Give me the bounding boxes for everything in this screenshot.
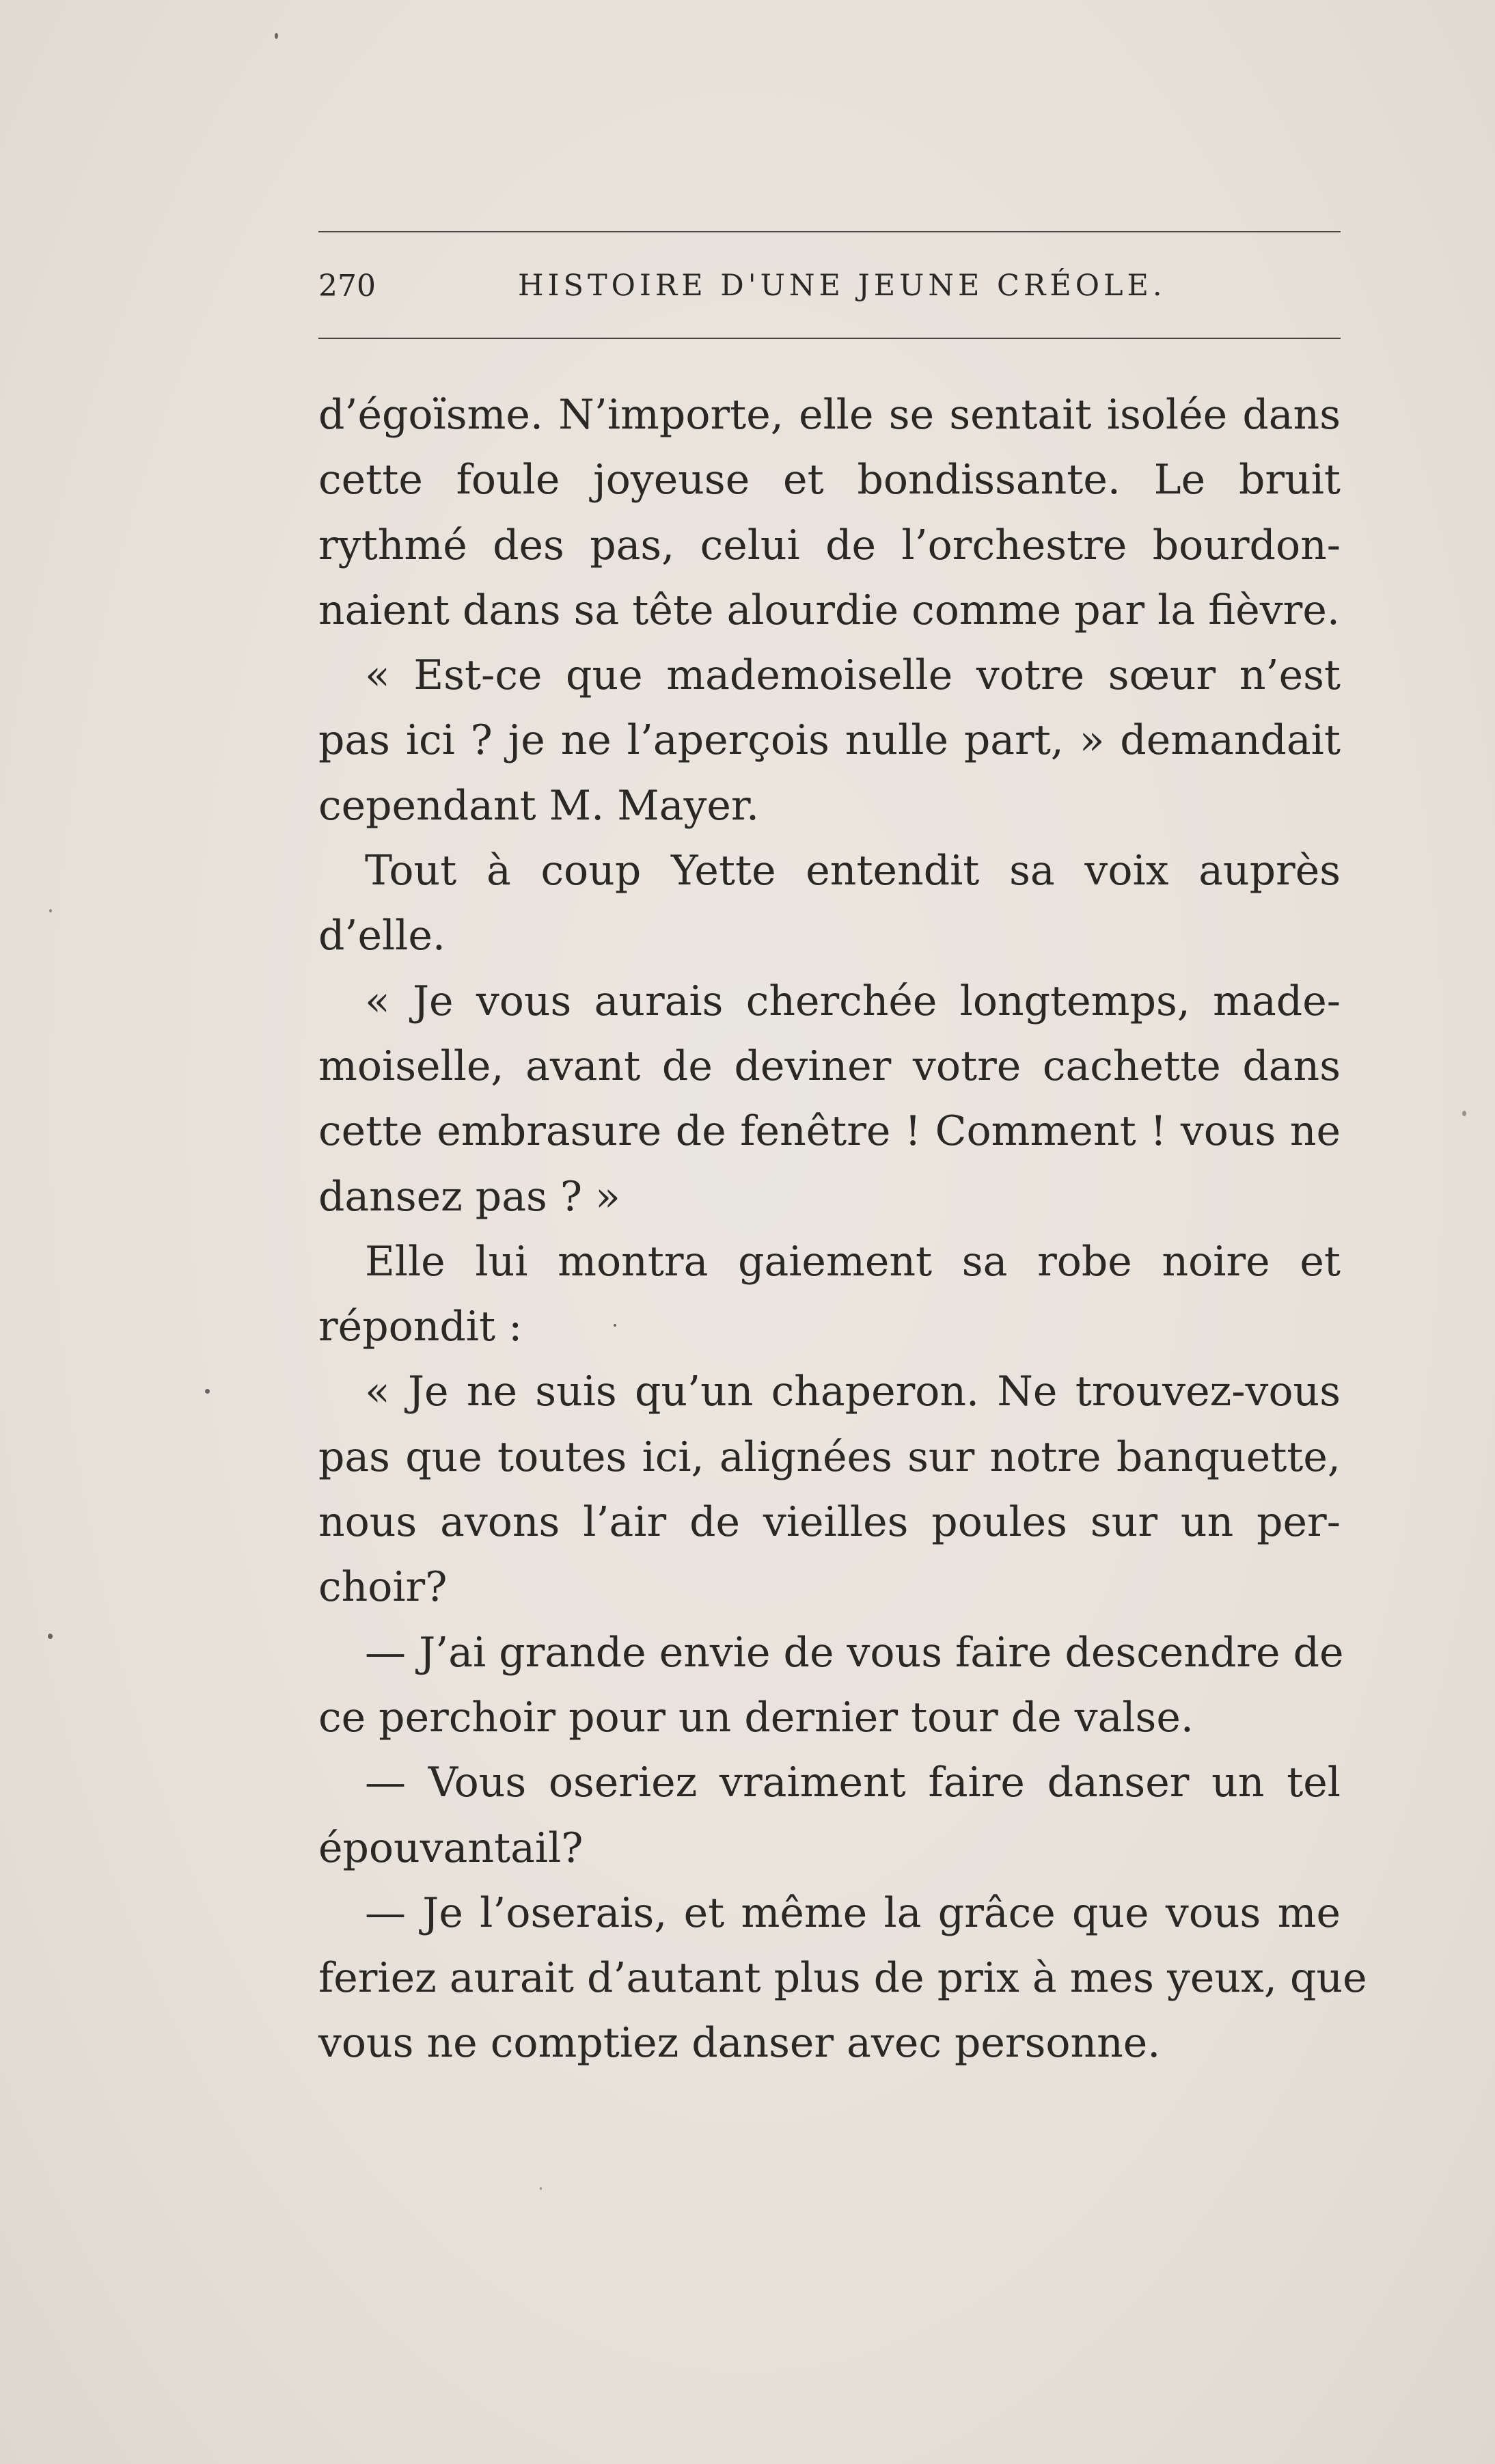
text-line: — Je l’oserais, et même la grâce que vous me: [365, 1888, 1341, 1937]
text-line: pas ici ? je ne l’aperçois nulle part, » demandait: [318, 716, 1341, 765]
text-line: feriez aurait d’autant plus de prix à mes yeux, que: [318, 1954, 1367, 2003]
text-line: cette foule joyeuse et bondissante. Le bruit: [318, 456, 1341, 504]
text-line: Tout à coup Yette entendit sa voix auprès: [365, 847, 1341, 895]
text-line: « Est-ce que mademoiselle votre sœur n’est: [365, 651, 1341, 700]
running-header: [318, 269, 1341, 316]
text-line: — Vous oseriez vraiment faire danser un tel: [365, 1759, 1341, 1807]
text-line: naient dans sa tête alourdie comme par la fièvre.: [318, 586, 1340, 634]
text-line: d’égoïsme. N’importe, elle se sentait isolée dans: [318, 391, 1341, 439]
text-line: cette embrasure de fenêtre ! Comment ! vous ne: [318, 1107, 1341, 1156]
body-text: [318, 383, 1367, 2076]
header-top-rule: [318, 231, 1341, 232]
text-line: nous avons l’air de vieilles poules sur un per-: [318, 1498, 1341, 1547]
text-line: répondit :: [318, 1303, 523, 1351]
text-line: « Je vous aurais cherchée longtemps, made-: [365, 977, 1341, 1025]
text-line: cependant M. Mayer.: [318, 781, 760, 830]
text-line: pas que toutes ici, alignées sur notre banquette,: [318, 1433, 1341, 1481]
header-bottom-rule: [318, 338, 1341, 339]
text-line: vous ne comptiez danser avec personne.: [318, 2019, 1161, 2068]
page-number: 270: [318, 269, 376, 303]
text-line: dansez pas ? »: [318, 1172, 620, 1221]
text-line: Elle lui montra gaiement sa robe noire et: [365, 1237, 1341, 1286]
text-line: rythmé des pas, celui de l’orchestre bourdon-: [318, 521, 1341, 569]
text-line: — J’ai grande envie de vous faire descendre de: [365, 1628, 1344, 1677]
text-line: d’elle.: [318, 912, 445, 960]
text-line: ce perchoir pour un dernier tour de valse.: [318, 1693, 1194, 1742]
text-line: épouvantail?: [318, 1824, 584, 1872]
running-title: HISTOIRE D'UNE JEUNE CRÉOLE.: [518, 269, 1166, 303]
text-line: moiselle, avant de deviner votre cachette dans: [318, 1042, 1341, 1090]
text-line: « Je ne suis qu’un chaperon. Ne trouvez-vous: [365, 1368, 1341, 1416]
text-line: choir?: [318, 1563, 448, 1612]
